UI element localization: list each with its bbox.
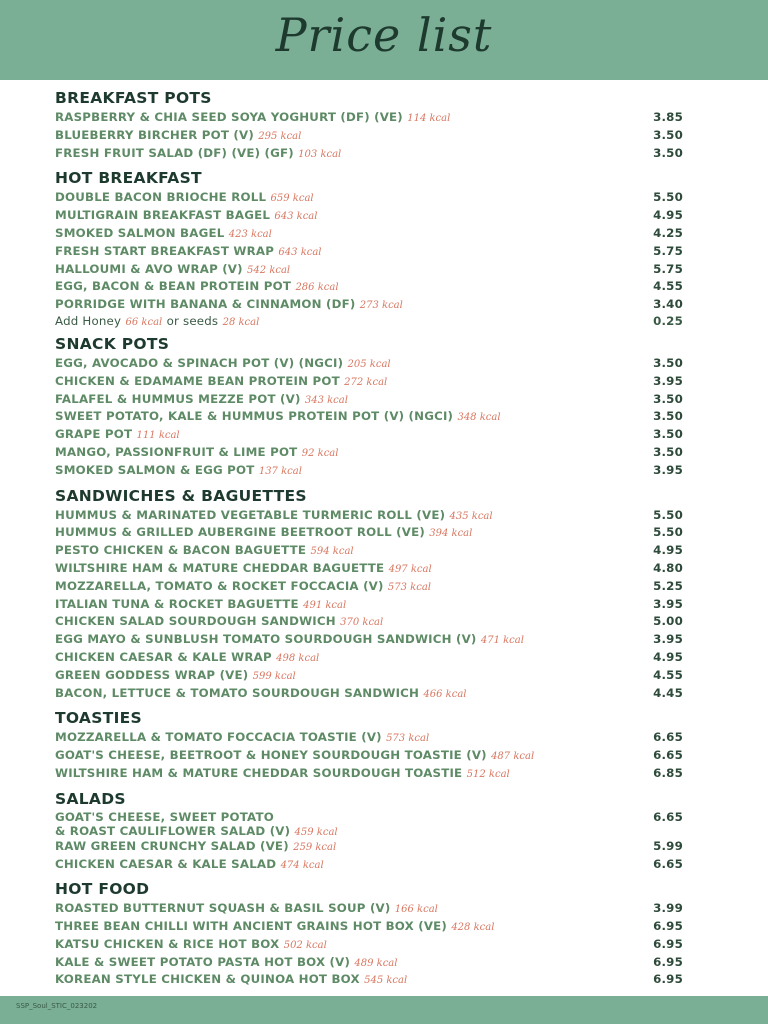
item-name-group <box>55 543 354 557</box>
item-price: 5.50 <box>653 507 683 522</box>
menu-item <box>55 542 683 560</box>
menu-item <box>55 408 683 426</box>
item-name-group <box>55 463 302 477</box>
item-name: GOAT'S CHEESE, BEETROOT & HONEY SOURDOUGH TOASTIE (V) <box>55 748 487 763</box>
menu-item <box>55 261 683 279</box>
menu-item <box>55 578 683 596</box>
menu-section <box>55 167 683 328</box>
item-name: HUMMUS & MARINATED VEGETABLE TURMERIC ROLL (VE) <box>55 507 446 522</box>
item-name-group <box>55 919 494 933</box>
menu-item <box>55 667 683 685</box>
item-name-group <box>55 972 407 986</box>
menu-item <box>55 507 683 525</box>
item-name: CHICKEN CAESAR & KALE WRAP <box>55 649 272 664</box>
item-kcal: 489 kcal <box>354 957 398 969</box>
item-name: ROASTED BUTTERNUT SQUASH & BASIL SOUP (V) <box>55 901 391 916</box>
menu-item <box>55 810 683 838</box>
menu-item <box>55 524 683 542</box>
item-name-group <box>55 632 524 646</box>
item-name: GREEN GODDESS WRAP (VE) <box>55 667 249 682</box>
item-name-group <box>55 955 397 969</box>
menu-item <box>55 971 683 989</box>
item-price: 4.95 <box>653 543 683 558</box>
item-price: 4.55 <box>653 667 683 682</box>
item-name-group <box>55 208 317 222</box>
item-name: ITALIAN TUNA & ROCKET BAGUETTE <box>55 596 299 611</box>
menu-item <box>55 444 683 462</box>
item-name: WILTSHIRE HAM & MATURE CHEDDAR SOURDOUGH TOASTIE <box>55 765 463 780</box>
section-heading: SANDWICHES & BAGUETTES <box>55 486 307 505</box>
item-kcal: 259 kcal <box>293 841 337 853</box>
item-kcal: 502 kcal <box>283 939 327 951</box>
menu-item <box>55 355 683 373</box>
item-name: HALLOUMI & AVO WRAP (V) <box>55 261 243 276</box>
item-name: GOAT'S CHEESE, SWEET POTATO <box>55 809 274 824</box>
item-name: WILTSHIRE HAM & MATURE CHEDDAR BAGUETTE <box>55 560 385 575</box>
item-kcal: 370 kcal <box>340 617 384 629</box>
item-name-group <box>55 409 501 423</box>
menu-section <box>55 87 683 162</box>
menu-item <box>55 243 683 261</box>
item-kcal: 166 kcal <box>394 904 438 916</box>
item-price: 3.95 <box>653 462 683 477</box>
item-name: PORRIDGE WITH BANANA & CINNAMON (DF) <box>55 297 356 312</box>
addon-label: Add Honey <box>55 313 122 328</box>
addon-name-group <box>55 314 259 328</box>
item-price: 6.95 <box>653 936 683 951</box>
item-kcal: 286 kcal <box>295 282 339 294</box>
item-price: 3.50 <box>653 355 683 370</box>
item-name: BACON, LETTUCE & TOMATO SOURDOUGH SANDWICH <box>55 685 420 700</box>
footer-code: SSP_Soul_STIC_023202 <box>16 1002 98 1010</box>
item-kcal: 205 kcal <box>347 358 391 370</box>
item-name-group <box>55 508 493 522</box>
item-kcal: 103 kcal <box>298 148 342 160</box>
item-price: 6.65 <box>653 809 683 824</box>
item-name-group <box>55 597 346 611</box>
item-kcal: 428 kcal <box>451 922 495 934</box>
menu-section <box>55 485 683 703</box>
item-name: EGG, AVOCADO & SPINACH POT (V) (NGCI) <box>55 355 344 370</box>
item-price: 3.50 <box>653 427 683 442</box>
item-name-group <box>55 668 296 682</box>
item-name-group <box>55 579 431 593</box>
menu-item <box>55 278 683 296</box>
section-heading: HOT FOOD <box>55 880 150 899</box>
section-heading: SALADS <box>55 789 126 808</box>
item-name-group <box>55 614 383 628</box>
section-heading: BREAKFAST POTS <box>55 89 212 107</box>
item-name: CHICKEN SALAD SOURDOUGH SANDWICH <box>55 614 336 629</box>
menu-item <box>55 631 683 649</box>
item-name-group <box>55 650 319 664</box>
addon-label-or: or seeds <box>166 313 219 328</box>
item-price: 5.50 <box>653 190 683 205</box>
item-name-group <box>55 748 534 762</box>
item-price: 5.99 <box>653 838 683 853</box>
item-price: 6.65 <box>653 748 683 763</box>
item-price: 3.85 <box>653 110 683 124</box>
item-name-group <box>55 810 683 840</box>
addon-kcal: 66 kcal <box>125 316 163 328</box>
menu-item <box>55 127 683 145</box>
item-kcal: 272 kcal <box>344 376 388 388</box>
item-name-group <box>55 937 327 951</box>
item-name-group <box>55 839 336 853</box>
item-price: 6.95 <box>653 919 683 934</box>
menu-item <box>55 838 683 856</box>
item-price: 3.99 <box>653 901 683 916</box>
menu-item <box>55 225 683 243</box>
addon-kcal: 28 kcal <box>222 316 260 328</box>
menu-item <box>55 109 683 127</box>
page-title: Price list <box>275 8 493 62</box>
item-kcal: 435 kcal <box>449 510 493 522</box>
item-price: 3.50 <box>653 444 683 459</box>
section-heading: TOASTIES <box>55 709 142 728</box>
menu-item <box>55 207 683 225</box>
item-price: 6.65 <box>653 856 683 871</box>
item-name-group <box>55 279 339 293</box>
footer-band <box>0 996 768 1024</box>
item-kcal: 594 kcal <box>310 546 354 558</box>
menu-section <box>55 878 683 989</box>
menu-item <box>55 747 683 765</box>
item-kcal: 137 kcal <box>258 465 302 477</box>
header-band <box>0 0 768 80</box>
item-name: FRESH START BREAKFAST WRAP <box>55 243 275 258</box>
item-name-group <box>55 901 438 915</box>
item-name-group <box>55 766 510 780</box>
item-kcal: 273 kcal <box>359 300 403 312</box>
item-kcal: 512 kcal <box>466 768 510 780</box>
menu-item <box>55 765 683 783</box>
item-price: 4.80 <box>653 560 683 575</box>
menu-item <box>55 613 683 631</box>
menu-item <box>55 856 683 874</box>
item-name: EGG, BACON & BEAN PROTEIN POT <box>55 279 292 294</box>
item-kcal: 497 kcal <box>388 563 432 575</box>
item-kcal: 659 kcal <box>270 193 314 205</box>
menu-item <box>55 649 683 667</box>
menu-item <box>55 145 683 163</box>
item-name-group <box>55 226 272 240</box>
item-kcal: 466 kcal <box>423 688 467 700</box>
item-name: EGG MAYO & SUNBLUSH TOMATO SOURDOUGH SANDWICH (V) <box>55 632 477 647</box>
item-name: BLUEBERRY BIRCHER POT (V) <box>55 127 254 142</box>
item-kcal: 111 kcal <box>136 430 180 442</box>
item-name-cont: & ROAST CAULIFLOWER SALAD (V) <box>55 823 291 838</box>
item-price: 4.95 <box>653 649 683 664</box>
item-price: 6.95 <box>653 954 683 969</box>
item-price: 5.50 <box>653 525 683 540</box>
item-kcal: 474 kcal <box>280 859 324 871</box>
item-name: RAW GREEN CRUNCHY SALAD (VE) <box>55 838 289 853</box>
item-name: SMOKED SALMON & EGG POT <box>55 462 255 477</box>
item-kcal: 643 kcal <box>274 211 318 223</box>
item-name: FALAFEL & HUMMUS MEZZE POT (V) <box>55 391 301 406</box>
item-name: FRESH FRUIT SALAD (DF) (VE) (GF) <box>55 145 294 160</box>
item-name: PESTO CHICKEN & BACON BAGUETTE <box>55 543 307 558</box>
item-name: RASPBERRY & CHIA SEED SOYA YOGHURT (DF) (VE) <box>55 110 403 124</box>
item-price: 6.65 <box>653 730 683 745</box>
item-kcal: 573 kcal <box>387 581 431 593</box>
menu-item <box>55 373 683 391</box>
menu-item <box>55 560 683 578</box>
item-price: 4.95 <box>653 208 683 223</box>
item-kcal: 498 kcal <box>276 652 320 664</box>
menu-item <box>55 954 683 972</box>
item-price: 5.25 <box>653 578 683 593</box>
item-name-group <box>55 297 403 311</box>
item-name-group <box>55 445 338 459</box>
item-kcal: 573 kcal <box>386 733 430 745</box>
menu-item <box>55 296 683 314</box>
item-kcal: 423 kcal <box>228 228 272 240</box>
menu-section <box>55 707 683 782</box>
item-name: KALE & SWEET POTATO PASTA HOT BOX (V) <box>55 954 351 969</box>
addon-item <box>55 314 683 328</box>
item-name-group <box>55 525 472 539</box>
menu-item <box>55 189 683 207</box>
item-price: 3.40 <box>653 297 683 312</box>
item-name: MOZZARELLA, TOMATO & ROCKET FOCCACIA (V) <box>55 578 384 593</box>
section-heading: HOT BREAKFAST <box>55 169 202 188</box>
menu-item <box>55 900 683 918</box>
item-kcal: 394 kcal <box>429 528 473 540</box>
item-kcal: 542 kcal <box>247 264 291 276</box>
item-price: 3.95 <box>653 596 683 611</box>
menu-item <box>55 426 683 444</box>
item-price: 5.75 <box>653 243 683 258</box>
item-price: 4.45 <box>653 685 683 700</box>
item-name: HUMMUS & GRILLED AUBERGINE BEETROOT ROLL (VE) <box>55 525 425 540</box>
item-price: 6.95 <box>653 972 683 987</box>
item-name: MANGO, PASSIONFRUIT & LIME POT <box>55 444 298 459</box>
item-name: THREE BEAN CHILLI WITH ANCIENT GRAINS HOT BOX (VE) <box>55 919 447 934</box>
item-price: 3.50 <box>653 391 683 406</box>
item-price: 3.95 <box>653 632 683 647</box>
item-kcal: 295 kcal <box>258 130 302 142</box>
item-price: 3.50 <box>653 127 683 142</box>
item-price: 3.50 <box>653 409 683 424</box>
item-name-group <box>55 146 341 160</box>
section-heading: SNACK POTS <box>55 334 170 353</box>
menu-item <box>55 462 683 480</box>
menu-item <box>55 685 683 703</box>
item-kcal: 459 kcal <box>294 826 338 838</box>
item-kcal: 545 kcal <box>364 975 408 987</box>
item-name-group <box>55 686 467 700</box>
menu-item <box>55 391 683 409</box>
menu-item <box>55 729 683 747</box>
addon-price: 0.25 <box>653 313 683 328</box>
menu-item <box>55 936 683 954</box>
item-name: DOUBLE BACON BRIOCHE ROLL <box>55 190 267 205</box>
item-name: MULTIGRAIN BREAKFAST BAGEL <box>55 208 271 223</box>
item-name-group <box>55 561 432 575</box>
item-kcal: 487 kcal <box>491 751 535 763</box>
item-name: MOZZARELLA & TOMATO FOCCACIA TOASTIE (V) <box>55 730 382 745</box>
item-name-group <box>55 374 387 388</box>
menu-item <box>55 596 683 614</box>
menu-section <box>55 788 683 874</box>
item-name: KOREAN STYLE CHICKEN & QUINOA HOT BOX <box>55 972 360 987</box>
item-kcal: 643 kcal <box>278 246 322 258</box>
item-kcal: 348 kcal <box>457 412 501 424</box>
item-name-group <box>55 857 324 871</box>
item-name-group <box>55 730 429 744</box>
item-kcal: 343 kcal <box>304 394 348 406</box>
item-price: 5.00 <box>653 614 683 629</box>
item-price: 4.55 <box>653 279 683 294</box>
menu-item <box>55 918 683 936</box>
item-price: 3.50 <box>653 145 683 160</box>
item-name-group <box>55 110 450 124</box>
item-name: GRAPE POT <box>55 427 133 442</box>
item-kcal: 471 kcal <box>480 635 524 647</box>
item-name-group <box>55 244 322 258</box>
item-kcal: 114 kcal <box>407 113 451 124</box>
item-price: 5.75 <box>653 261 683 276</box>
item-name-group <box>55 262 290 276</box>
price-list <box>55 87 683 989</box>
item-name: SMOKED SALMON BAGEL <box>55 225 225 240</box>
item-name: KATSU CHICKEN & RICE HOT BOX <box>55 936 280 951</box>
item-price: 4.25 <box>653 225 683 240</box>
item-name: CHICKEN CAESAR & KALE SALAD <box>55 856 277 871</box>
item-name-group <box>55 128 301 142</box>
menu-section <box>55 333 683 480</box>
item-name-group <box>55 356 391 370</box>
item-name: CHICKEN & EDAMAME BEAN PROTEIN POT <box>55 373 340 388</box>
item-kcal: 491 kcal <box>303 599 347 611</box>
item-kcal: 599 kcal <box>252 670 296 682</box>
item-kcal: 92 kcal <box>301 447 339 459</box>
item-price: 3.95 <box>653 373 683 388</box>
item-name: SWEET POTATO, KALE & HUMMUS PROTEIN POT (V) (NGCI) <box>55 409 454 424</box>
item-name-group <box>55 427 180 441</box>
item-price: 6.85 <box>653 765 683 780</box>
item-name-group <box>55 190 314 204</box>
item-name-group <box>55 392 348 406</box>
